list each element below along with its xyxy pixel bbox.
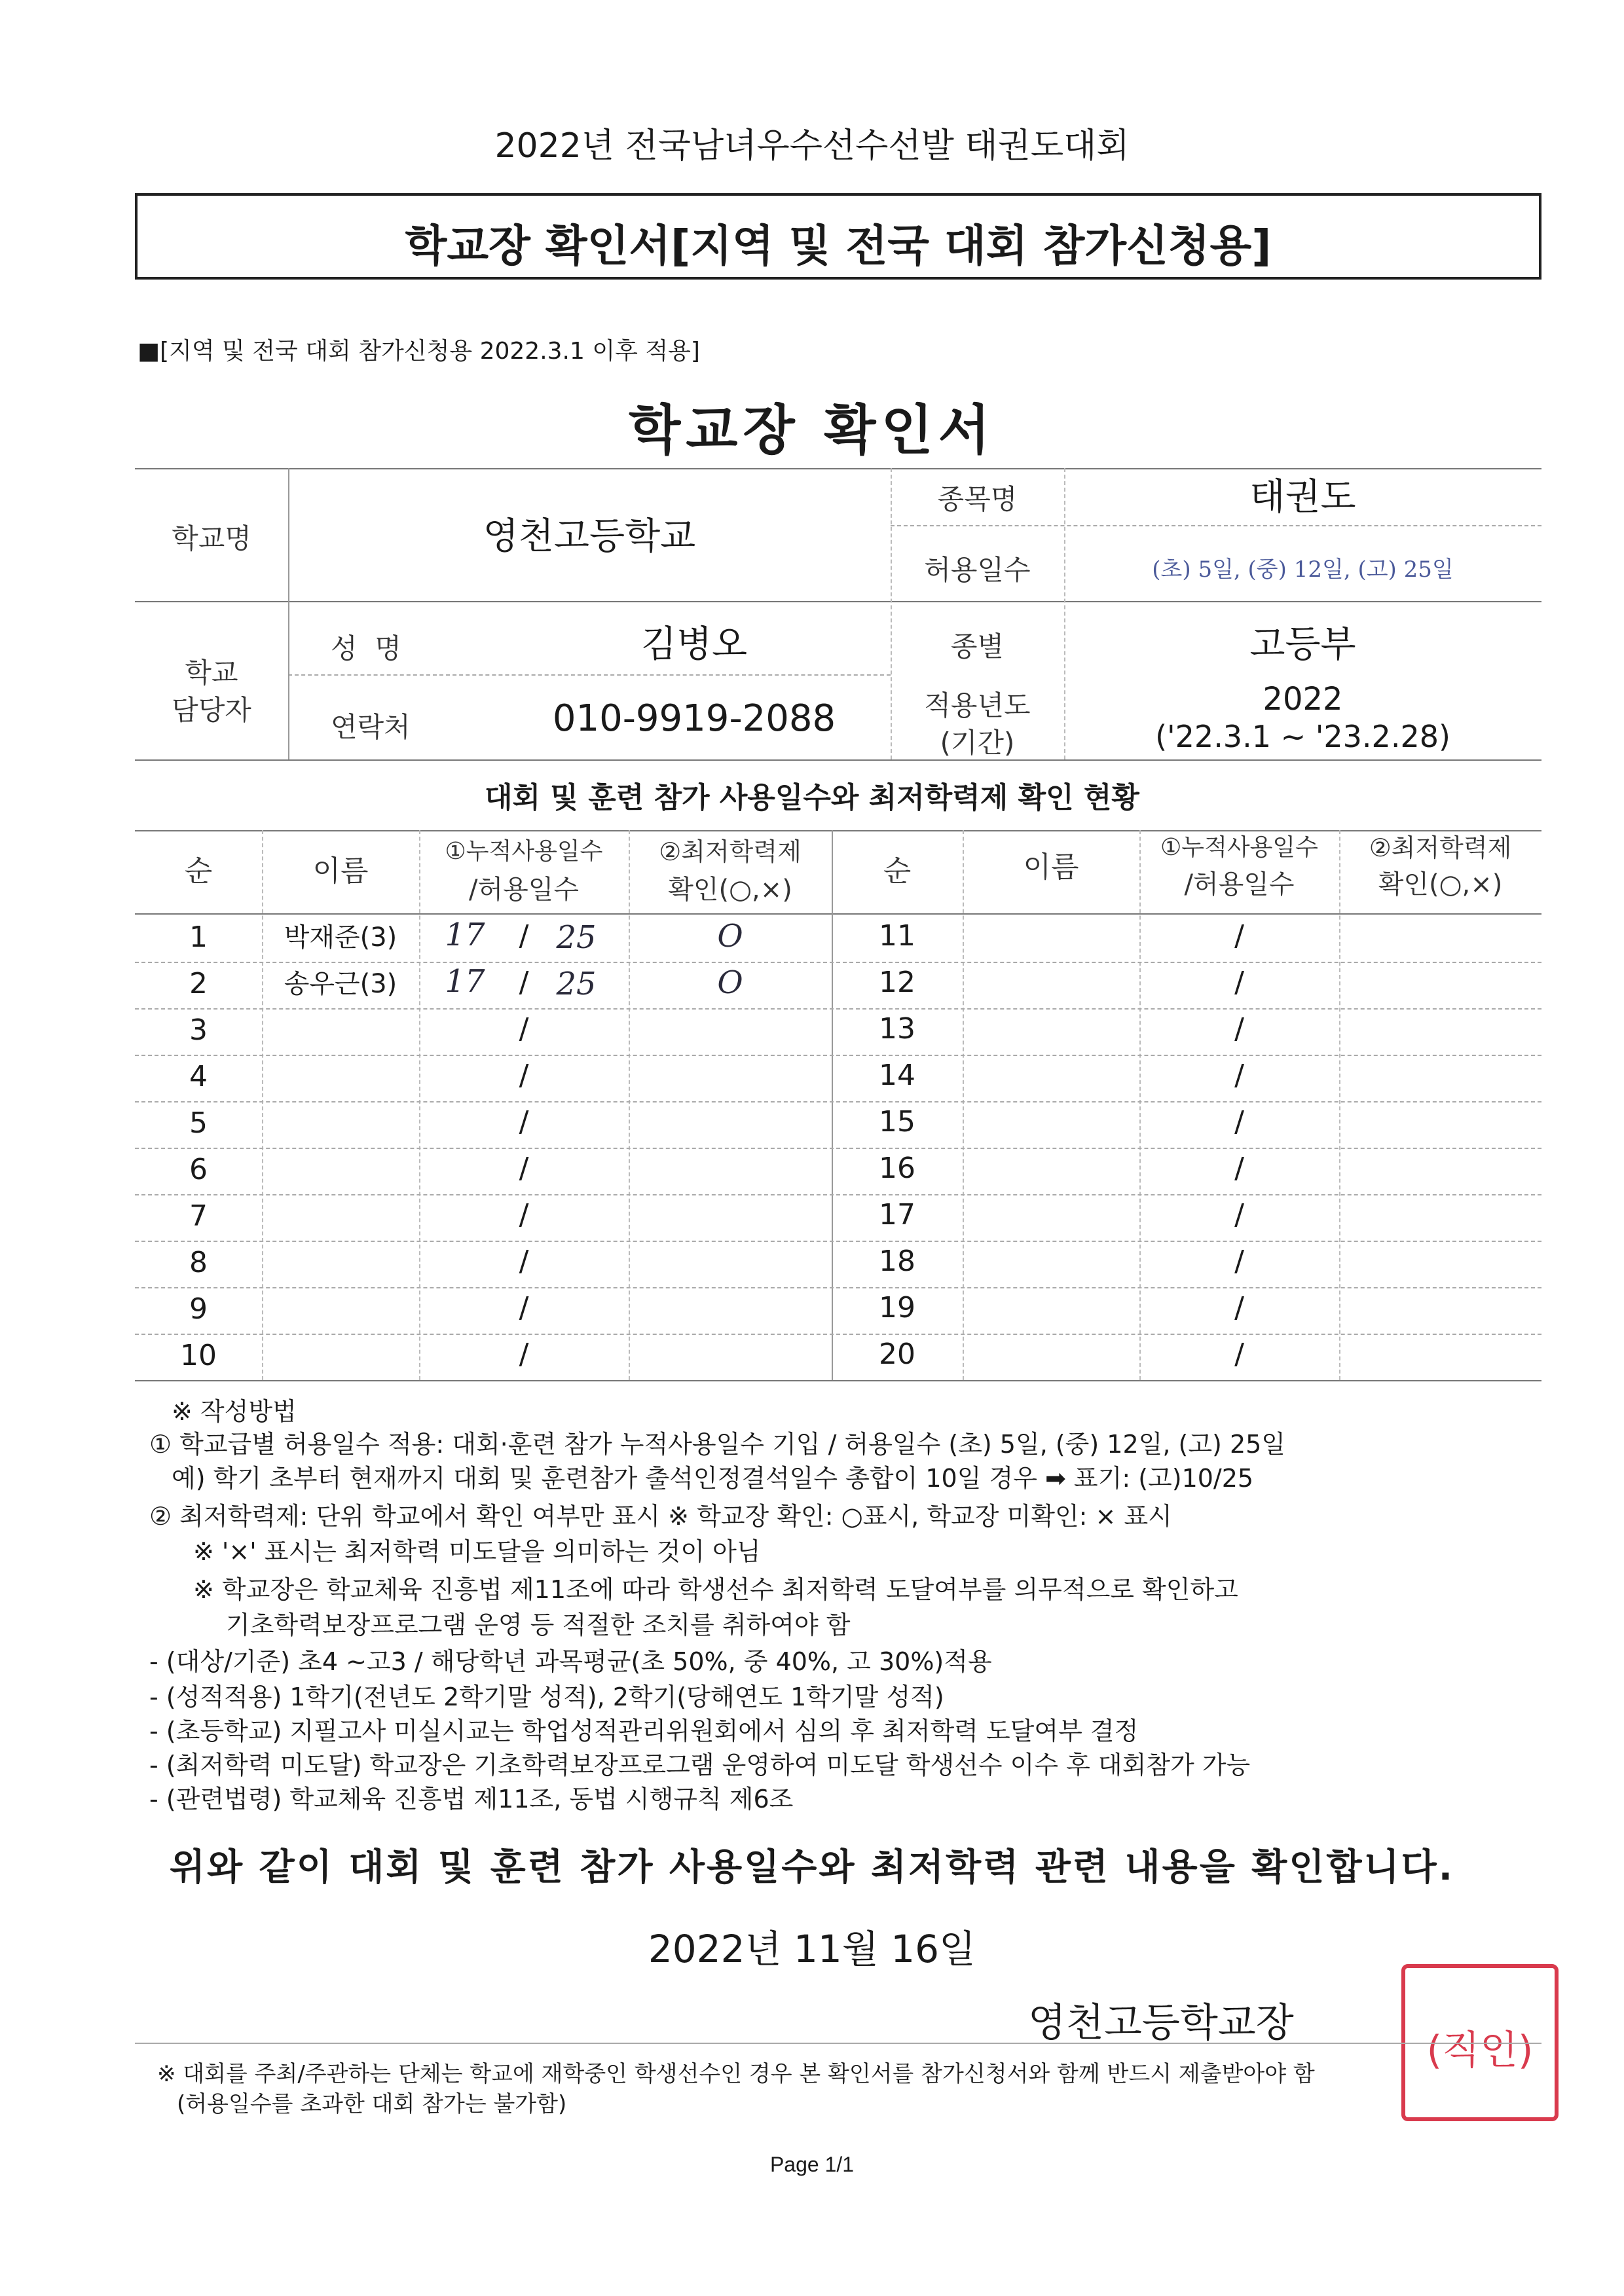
row-number: 19 xyxy=(879,1291,915,1324)
apply-year-value: 2022 xyxy=(1263,681,1343,718)
row-number: 14 xyxy=(879,1059,915,1092)
row-number: 8 xyxy=(189,1246,208,1279)
info-section-divider xyxy=(135,601,1541,602)
col-header-min-line2: 확인(○,×) xyxy=(668,875,792,905)
used-days: 17 xyxy=(445,963,485,1000)
table-row-divider xyxy=(135,1148,1541,1149)
info-row-divider xyxy=(891,525,1541,526)
days-slash: / xyxy=(519,1198,529,1231)
days-slash: / xyxy=(519,919,529,953)
days-slash: / xyxy=(1234,919,1244,953)
usage-column-divider xyxy=(629,830,630,1380)
col-header-name: 이름 xyxy=(312,854,369,888)
row-number: 13 xyxy=(879,1012,915,1046)
student-name: 송우근(3) xyxy=(284,969,397,999)
instructions-title: ※ 작성방법 xyxy=(172,1397,297,1426)
instruction-line: ② 최저학력제: 단위 학교에서 확인 여부만 표시 ※ 학교장 확인: ○표시, 학교장 미확인: × 표시 xyxy=(149,1502,1172,1531)
allowed-days-value: (초) 5일, (중) 12일, (고) 25일 xyxy=(1152,556,1454,583)
col-header-min-right-line2: 확인(○,×) xyxy=(1378,869,1503,900)
manager-label-line1: 학교 xyxy=(185,657,238,689)
table-row-divider xyxy=(135,1334,1541,1335)
table-row-divider xyxy=(135,1241,1541,1242)
instruction-line: - (관련법령) 학교체육 진흥법 제11조, 동법 시행규칙 제6조 xyxy=(149,1785,794,1813)
seal-text: (직인) xyxy=(1426,2028,1534,2073)
manager-label-line2: 담당자 xyxy=(172,694,251,726)
days-slash: / xyxy=(1234,1338,1244,1371)
page-number: Page 1/1 xyxy=(769,2153,855,2176)
division-value: 고등부 xyxy=(1249,623,1356,666)
col-header-min-right-line1: ②최저학력제 xyxy=(1369,833,1512,862)
row-number: 9 xyxy=(189,1292,208,1326)
contact-value: 010-9919-2088 xyxy=(552,697,836,740)
header-box-title: 학교장 확인서[지역 및 전국 대회 참가신청용] xyxy=(405,221,1272,271)
document-title: 학교장 확인서 xyxy=(629,399,995,462)
instruction-line: - (초등학교) 지필고사 미실시교는 학업성적관리위원회에서 심의 후 최저학력 도달여부 결정 xyxy=(149,1717,1139,1745)
col-header-no: 순 xyxy=(184,854,213,888)
student-name: 박재준(3) xyxy=(284,922,397,953)
school-name-label: 학교명 xyxy=(172,522,251,555)
row-number: 2 xyxy=(189,967,208,1000)
days-slash: / xyxy=(1234,1245,1244,1278)
allowed-days: 25 xyxy=(556,919,597,956)
col-header-name-right: 이름 xyxy=(1023,850,1079,884)
manager-name-label: 성 명 xyxy=(331,632,401,665)
days-slash: / xyxy=(1234,1012,1244,1046)
row-number: 17 xyxy=(879,1198,915,1231)
event-title: 2022년 전국남녀우수선수선발 태권도대회 xyxy=(494,126,1130,166)
row-number: 11 xyxy=(879,919,915,953)
row-number: 18 xyxy=(879,1245,915,1278)
info-table-bottom-border xyxy=(135,759,1541,761)
days-slash: / xyxy=(519,1291,529,1324)
row-number: 6 xyxy=(189,1153,208,1186)
col-header-min-line1: ②최저학력제 xyxy=(659,837,802,866)
days-slash: / xyxy=(1234,1105,1244,1139)
days-slash: / xyxy=(519,1152,529,1185)
days-slash: / xyxy=(1234,966,1244,999)
min-academic-check: O xyxy=(717,964,743,1001)
table-row-divider xyxy=(135,1287,1541,1288)
instruction-line: 기초학력보장프로그램 운영 등 적절한 조치를 취하여야 함 xyxy=(226,1611,851,1639)
row-number: 1 xyxy=(189,920,208,954)
instruction-line: ① 학교급별 허용일수 적용: 대회·훈련 참가 누적사용일수 기입 / 허용일수 (초) 5일, (중) 12일, (고) 25일 xyxy=(149,1430,1286,1459)
contact-label: 연락처 xyxy=(331,711,411,743)
table-row-divider xyxy=(135,1055,1541,1056)
min-academic-check: O xyxy=(717,918,743,955)
confirmation-statement: 위와 같이 대회 및 훈련 참가 사용일수와 최저학력 관련 내용을 확인합니다. xyxy=(169,1846,1455,1889)
days-slash: / xyxy=(519,1059,529,1092)
instruction-line: - (대상/기준) 초4 ~고3 / 해당학년 과목평균(초 50%, 중 40%, 고 30%)적용 xyxy=(149,1647,992,1676)
manager-name-value: 김병오 xyxy=(640,623,748,666)
days-slash: / xyxy=(519,1012,529,1046)
table-row-divider xyxy=(135,1101,1541,1102)
document-date: 2022년 11월 16일 xyxy=(648,1927,976,1971)
days-slash: / xyxy=(519,1105,529,1139)
usage-column-divider xyxy=(262,830,263,1380)
principal-name: 영천고등학교장 xyxy=(1028,2000,1294,2046)
col-header-days-right-line1: ①누적사용일수 xyxy=(1160,834,1318,861)
row-number: 4 xyxy=(189,1060,208,1093)
col-header-days-line1: ①누적사용일수 xyxy=(445,838,603,865)
sport-label: 종목명 xyxy=(937,483,1018,515)
row-number: 7 xyxy=(189,1199,208,1233)
detail-subtitle: 대회 및 훈련 참가 사용일수와 최저학력제 확인 현황 xyxy=(485,781,1139,814)
days-slash: / xyxy=(519,966,529,999)
footnote: ※ 대회를 주최/주관하는 단체는 학교에 재학중인 학생선수인 경우 본 확인서를 참가신청서와 함께 반드시 제출받아야 함 xyxy=(157,2061,1315,2087)
col-header-days-line2: /허용일수 xyxy=(468,875,580,905)
days-slash: / xyxy=(1234,1291,1244,1324)
days-slash: / xyxy=(1234,1198,1244,1231)
row-number: 20 xyxy=(879,1338,915,1371)
sport-value: 태권도 xyxy=(1249,476,1356,519)
school-name-value: 영천고등학교 xyxy=(483,515,696,558)
row-number: 3 xyxy=(189,1013,208,1047)
days-slash: / xyxy=(519,1245,529,1278)
days-slash: / xyxy=(1234,1059,1244,1092)
row-number: 10 xyxy=(180,1339,217,1372)
footnote: (허용일수를 초과한 대회 참가는 불가함) xyxy=(177,2091,567,2117)
table-row-divider xyxy=(135,1380,1541,1381)
table-row-divider xyxy=(135,1008,1541,1010)
instruction-line: ※ 학교장은 학교체육 진흥법 제11조에 따라 학생선수 최저학력 도달여부를 의무적으로 확인하고 xyxy=(193,1575,1238,1604)
instruction-line: - (최저학력 미도달) 학교장은 기초학력보장프로그램 운영하여 미도달 학생선수 이수 후 대회참가 가능 xyxy=(149,1751,1251,1779)
usage-column-divider xyxy=(1339,830,1340,1380)
days-slash: / xyxy=(1234,1152,1244,1185)
row-number: 15 xyxy=(879,1105,915,1139)
table-row-divider xyxy=(135,1194,1541,1195)
col-header-no-right: 순 xyxy=(883,854,912,888)
footer-divider xyxy=(135,2043,1541,2044)
division-label: 종별 xyxy=(950,630,1005,663)
usage-table-header-border xyxy=(135,913,1541,915)
info-row-divider xyxy=(288,674,891,676)
allowed-days: 25 xyxy=(556,966,597,1002)
used-days: 17 xyxy=(445,917,485,953)
row-number: 16 xyxy=(879,1152,915,1185)
allowed-days-label: 허용일수 xyxy=(924,554,1031,586)
col-header-days-right-line2: /허용일수 xyxy=(1184,869,1295,900)
apply-note: ■[지역 및 전국 대회 참가신청용 2022.3.1 이후 적용] xyxy=(138,338,700,365)
apply-period-value: ('22.3.1 ~ '23.2.28) xyxy=(1155,719,1450,754)
row-number: 5 xyxy=(189,1106,208,1140)
instruction-line: - (성적적용) 1학기(전년도 2학기말 성적), 2학기(당해연도 1학기말 성적) xyxy=(149,1683,944,1711)
apply-year-label-line2: (기간) xyxy=(940,727,1015,759)
apply-year-label-line1: 적용년도 xyxy=(924,689,1031,721)
row-number: 12 xyxy=(879,966,915,999)
instruction-line: 예) 학기 초부터 현재까지 대회 및 훈련참가 출석인정결석일수 총합이 10일 경우 ➡ 표기: (고)10/25 xyxy=(172,1464,1254,1493)
days-slash: / xyxy=(519,1338,529,1371)
instruction-line: ※ '×' 표시는 최저학력 미도달을 의미하는 것이 아님 xyxy=(193,1537,761,1566)
usage-column-divider xyxy=(963,830,964,1380)
